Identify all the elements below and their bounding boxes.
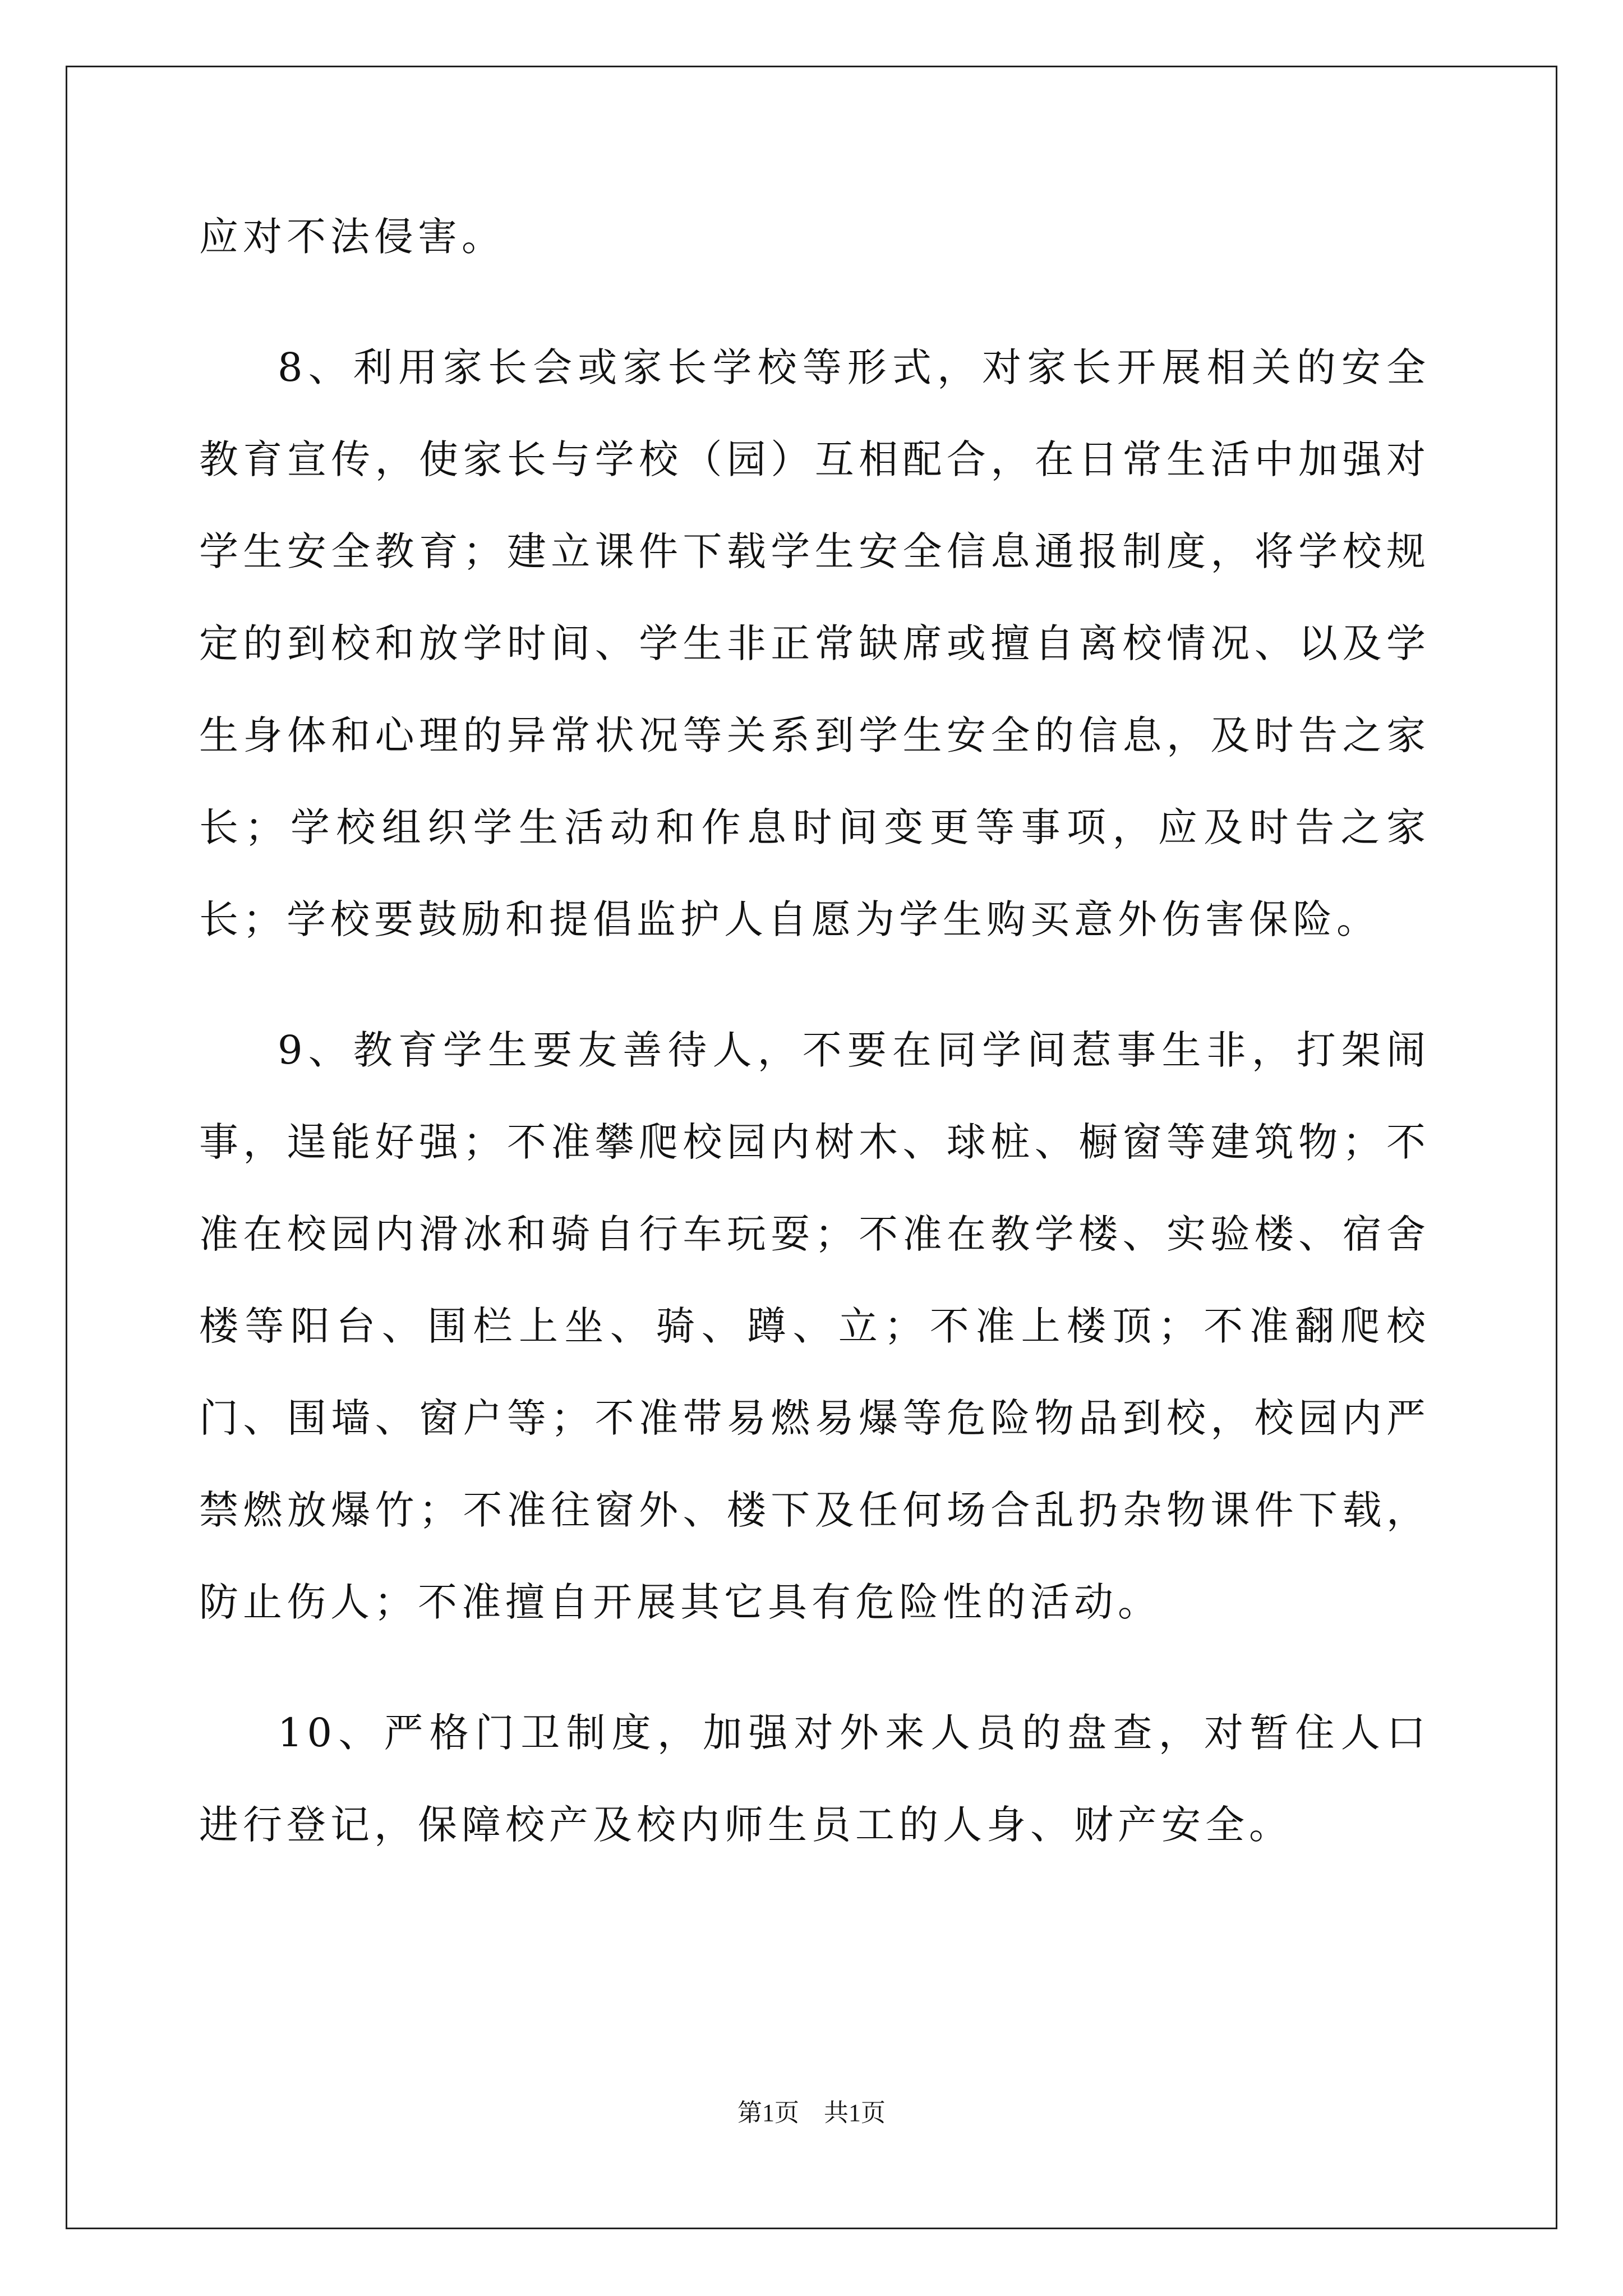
document-body (199, 191, 1430, 1910)
paragraph-item-8: 8、利用家长会或家长学校等形式，对家长开展相关的安全教育宣传，使家长与学校（园）互相配合，在日常生活中加强对学生安全教育；建立课件下载学生安全信息通报制度，将学校规定的到校和放学时间、学生非正常缺席或擅自离校情况、以及学生身体和心理的异常状况等关系到学生安全的信息，及时告之家长；学校组织学生活动和作息时间变更等事项，应及时告之家长；学校要鼓励和提倡监护人自愿为学生购买意外伤害保险。 (199, 344, 1430, 942)
page-footer: 第1页 共1页 (737, 2099, 886, 2127)
paragraph-item-10: 10、严格门卫制度，加强对外来人员的盘查，对暂住人口进行登记，保障校产及校内师生员工的人身、财产安全。 (199, 1710, 1430, 1848)
paragraph-item-9: 9、教育学生要友善待人，不要在同学间惹事生非，打架闹事，逞能好强；不准攀爬校园内树木、球桩、橱窗等建筑物；不准在校园内滑冰和骑自行车玩耍；不准在教学楼、实验楼、宿舍楼等阳台、围栏上坐、骑、蹲、立；不准上楼顶；不准翻爬校门、围墙、窗户等；不准带易燃易爆等危险物品到校，校园内严禁燃放爆竹；不准往窗外、楼下及任何场合乱扔杂物课件下载，防止伤人；不准擅自开展其它具有危险性的活动。 (199, 1027, 1430, 1625)
paragraph-continuation: 应对不法侵害。 (199, 214, 505, 260)
